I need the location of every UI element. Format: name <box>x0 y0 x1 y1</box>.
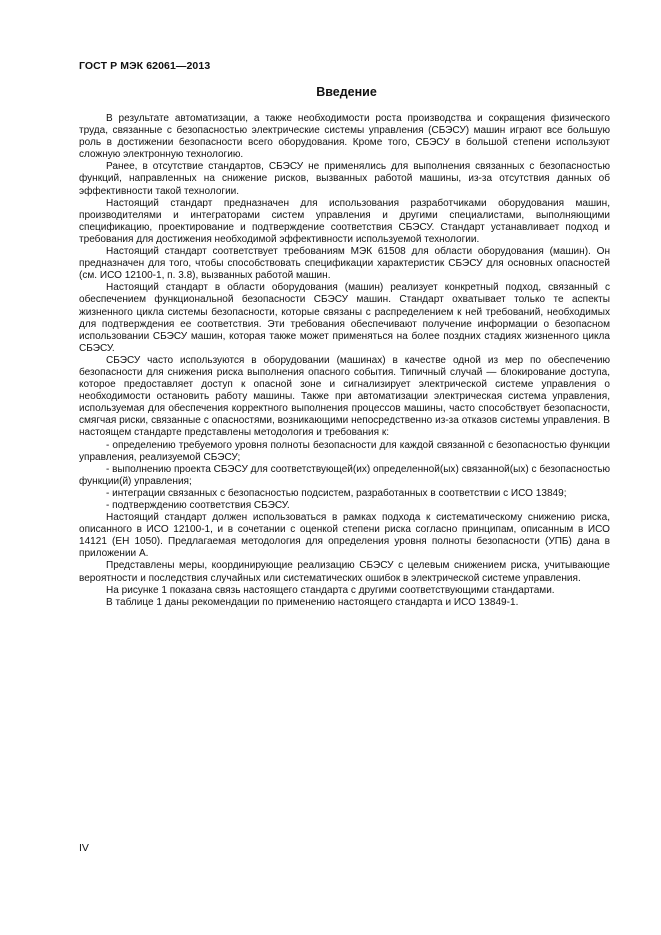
paragraph: Настоящий стандарт соответствует требованиям МЭК 61508 для области оборудования (машин). Он предназначен для того, чтобы способствовать спецификации характеристик СБЭСУ для основных опасностей (см. ИСО 12100-1, п. 3.8), вызванных работой машин. <box>79 246 610 282</box>
paragraph: В результате автоматизации, а также необходимости роста производства и сокращения физического труда, связанные с безопасностью электрические системы управления (СБЭСУ) машин играют все большую роль в достижении безопасности всего оборудования. Кроме того, СБЭСУ в большой степени используют сложную электронную технологию. <box>79 113 610 161</box>
paragraph: Представлены меры, координирующие реализацию СБЭСУ с целевым снижением риска, учитывающие вероятности и последствия случайных или систематических ошибок в электрической системе управления. <box>79 560 610 584</box>
paragraph: Настоящий стандарт должен использоваться в рамках подхода к систематическому снижению риска, описанного в ИСО 12100-1, и в сочетании с оценкой степени риска согласно принципам, описанным в ИСО 14121 (ЕН 1050). Предлагаемая методология для определения уровня полноты безопасности (УПБ) дана в приложении А. <box>79 512 610 560</box>
paragraph: На рисунке 1 показана связь настоящего стандарта с другими соответствующими стандартами. <box>106 584 555 596</box>
paragraph: Настоящий стандарт в области оборудования (машин) реализует конкретный подход, связанный с обеспечением функциональной безопасности СБЭСУ машин. Стандарт охватывает только те аспекты жизненного цикла системы безопасности, которые связаны с распределением к ней требований, необходимых для подтверждения ее соответствия. Эти требования обеспечивают получение информации о безопасном использовании СБЭСУ машин, которая также может применяться на более поздних стадиях жизненного цикла СБЭСУ. <box>79 282 610 354</box>
paragraph: Настоящий стандарт предназначен для использования разработчиками оборудования машин, производителями и интеграторами систем управления и другими специалистами, выполняющими спецификацию, проектирование и подтверждение соответствия СБЭСУ. Стандарт устанавливает подход и требования для достижения необходимой эффективности используемой технологии. <box>79 197 610 245</box>
paragraph: Ранее, в отсутствие стандартов, СБЭСУ не применялись для выполнения связанных с безопасностью функций, направленных на снижение рисков, вызванных работой машины, из-за отсутствия данных об эффективности такой технологии. <box>79 161 610 197</box>
section-title-text: Введение <box>316 85 377 99</box>
standard-code-header: ГОСТ Р МЭК 62061—2013 <box>79 60 211 72</box>
section-title <box>0 85 661 99</box>
page-number: IV <box>79 842 89 854</box>
body-text <box>79 113 610 609</box>
list-item: - выполнению проекта СБЭСУ для соответствующей(их) определенной(ых) связанной(ых) с безопасностью функции(й) управления; <box>79 463 610 487</box>
list-item: - подтверждению соответствия СБЭСУ. <box>106 500 290 511</box>
paragraph: СБЭСУ часто используются в оборудовании (машинах) в качестве одной из мер по обеспечению безопасности для снижения риска выполнения опасного события. Типичный случай — блокирование доступа, которое предоставляет доступ к опасной зоне и сигнализирует электрической системе управления о необходимости остановить работу машины. Также при автоматизации электрическая система управления, используемая для обеспечения корректного выполнения процессов машины, часто способствует безопасности, смягчая риски, связанные с опасностями, возникающими непосредственно из-за отказов системы управления. В настоящем стандарте представлены методология и требования к: <box>79 354 610 439</box>
paragraph: В таблице 1 даны рекомендации по применению настоящего стандарта и ИСО 13849-1. <box>106 596 519 608</box>
list-item: - интеграции связанных с безопасностью подсистем, разработанных в соответствии с ИСО 13849; <box>106 487 567 499</box>
list-item: - определению требуемого уровня полноты безопасности для каждой связанной с безопасностью функции управления, реализуемой СБЭСУ; <box>79 439 610 463</box>
